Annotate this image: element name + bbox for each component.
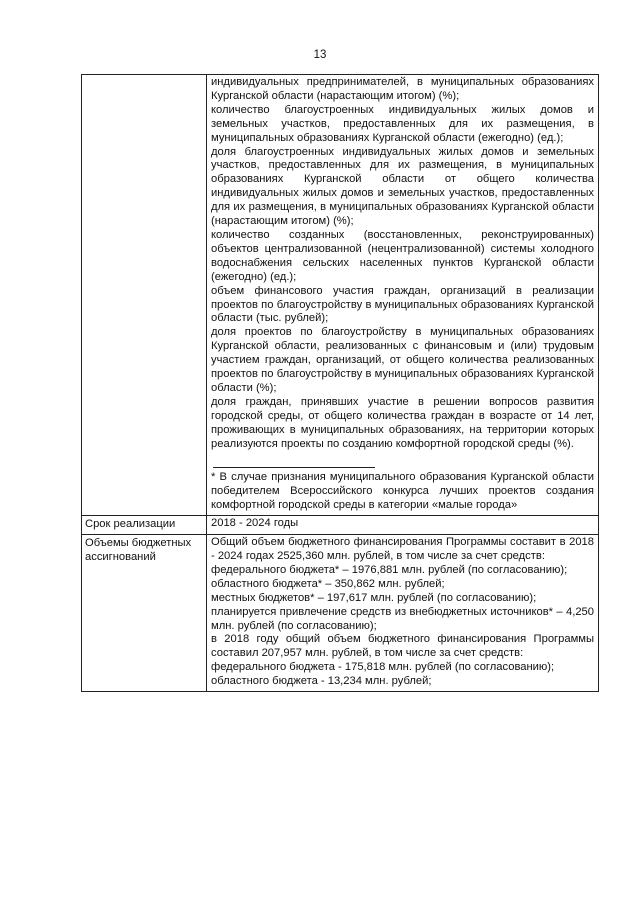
budget-paragraph: федерального бюджета - 175,818 млн. рублей (по согласованию); <box>211 661 555 674</box>
term-label: Срок реализации <box>82 516 207 535</box>
term-row <box>82 516 599 535</box>
budget-paragraph: областного бюджета* – 350,862 млн. рублей; <box>211 577 445 590</box>
budget-paragraph: местных бюджетов* – 197,617 млн. рублей (по согласованию); <box>211 591 537 604</box>
budget-label: Объемы бюджетных ассигнований <box>82 535 207 692</box>
indicator-paragraph: количество созданных (восстановленных, реконструированных) объектов централизованной (нецентрализованной) системы холодного водоснабжения сельских населенных пунктов Курганской области (ежегодно) (ед.); <box>211 228 594 283</box>
passport-table <box>81 74 599 692</box>
footnote-divider <box>213 467 375 468</box>
footnote-text: * В случае признания муниципального образования Курганской области победителем Всероссийского конкурса лучших проектов создания комфортной городской среды в категории «малые города» <box>211 471 594 512</box>
term-value: 2018 - 2024 годы <box>207 516 599 535</box>
indicators-label-cell <box>82 75 207 516</box>
budget-paragraph: федерального бюджета* – 1976,881 млн. рублей (по согласованию); <box>211 563 568 576</box>
indicator-paragraph: количество благоустроенных индивидуальных жилых домов и земельных участков, предоставленных для их размещения, в муниципальных образованиях Курганской области (ежегодно) (ед.); <box>211 103 594 144</box>
indicator-paragraph: объем финансового участия граждан, организаций в реализации проектов по благоустройству в муниципальных образованиях Курганской области (тыс. рублей); <box>211 284 594 325</box>
budget-content-cell <box>207 535 599 692</box>
indicator-paragraph: доля благоустроенных индивидуальных жилых домов и земельных участков, предоставленных для их размещения, в муниципальных образованиях Курганской области от общего количества индивидуальных жилых домов и земельных участков, предоставленных для их размещения, в муниципальных образованиях Курганской области (нарастающим итогом) (%); <box>211 145 594 228</box>
budget-row <box>82 535 599 692</box>
indicators-row <box>82 75 599 516</box>
indicator-paragraph: индивидуальных предпринимателей, в муниципальных образованиях Курганской области (нарастающим итогом) (%); <box>211 76 594 102</box>
budget-paragraph: планируется привлечение средств из внебюджетных источников* – 4,250 млн. рублей (по согласованию); <box>211 605 594 632</box>
budget-paragraph: в 2018 году общий объем бюджетного финансирования Программы составил 207,957 млн. рублей, в том числе за счет средств: <box>211 633 594 660</box>
page-number: 13 <box>313 49 327 61</box>
indicator-paragraph: доля проектов по благоустройству в муниципальных образованиях Курганской области, реализованных с финансовым и (или) трудовым участием граждан, организаций, от общего количества реализованных проектов по благоустройству в муниципальных образованиях Курганской области (%); <box>211 326 594 394</box>
indicators-content-cell <box>207 75 599 516</box>
indicator-paragraph: доля граждан, принявших участие в решении вопросов развития городской среды, от общего количества граждан в возрасте от 14 лет, проживающих в муниципальных образованиях, на территории которых реализуются проекты по созданию комфортной городской среды (%). <box>211 395 594 450</box>
budget-paragraph: областного бюджета - 13,234 млн. рублей; <box>211 675 432 688</box>
budget-paragraph: Общий объем бюджетного финансирования Программы составит в 2018 - 2024 годах 2525,360 млн. рублей, в том числе за счет средств: <box>211 536 594 562</box>
